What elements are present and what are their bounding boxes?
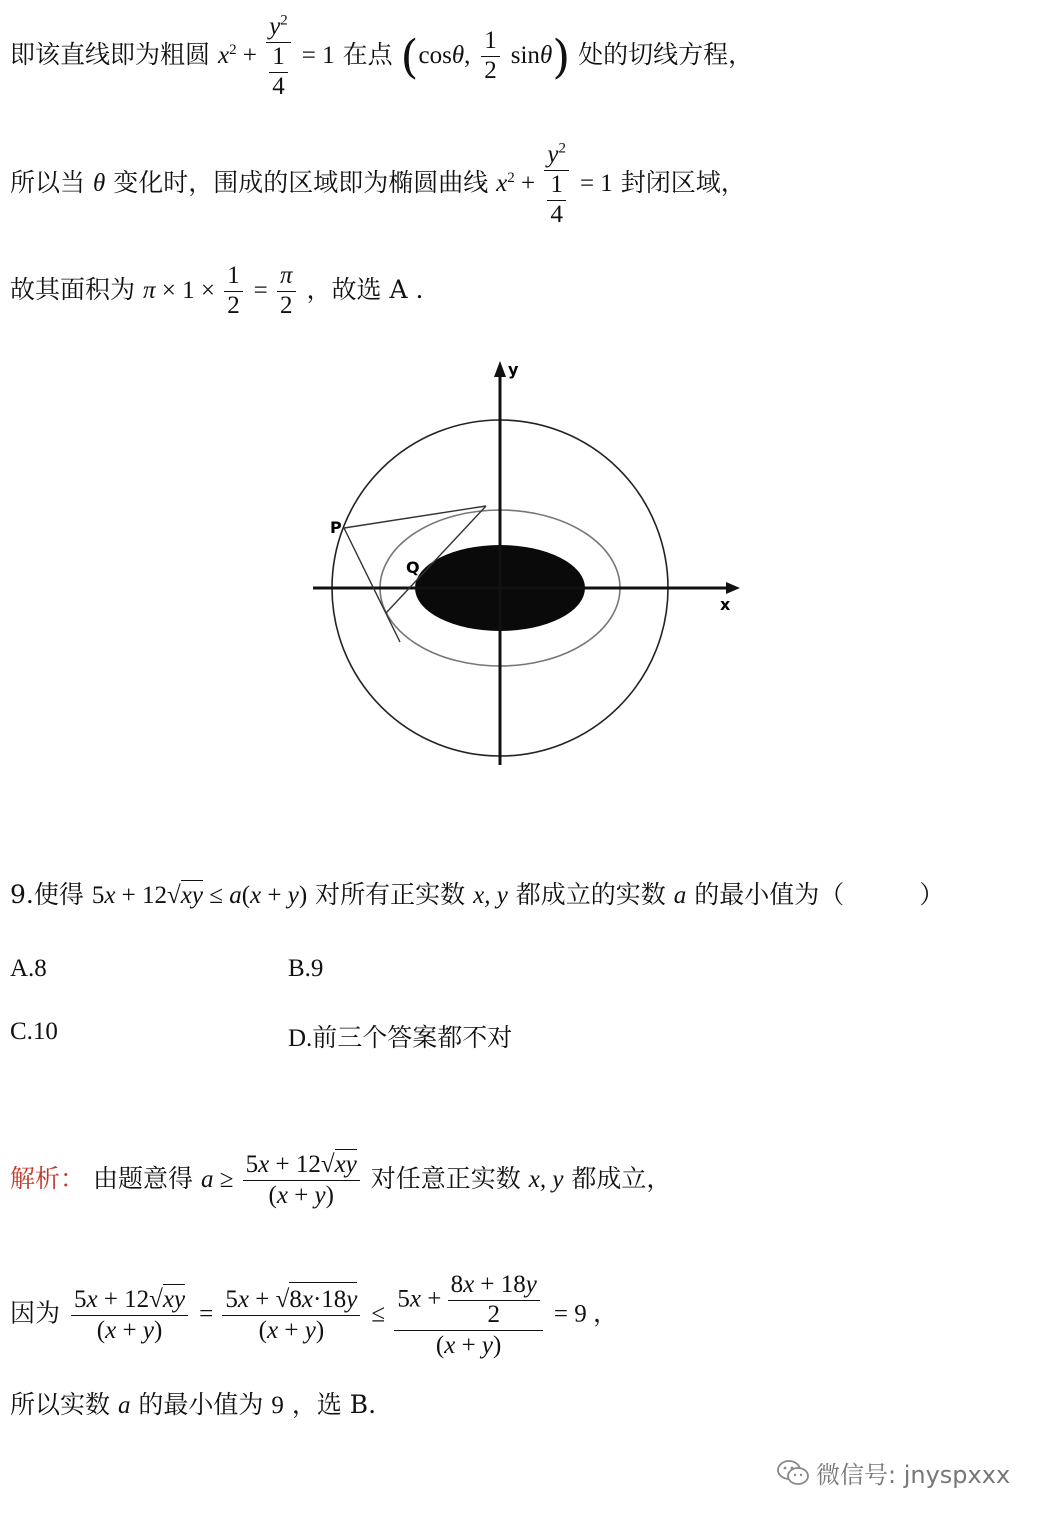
conclusion-text-a: 所以实数 (10, 1390, 111, 1419)
solution-label: 解析： (10, 1163, 86, 1193)
para2-line: 所以当 θ 变化时，围成的区域即为椭圆曲线 $x^2$ + $\frac{y^2}{\frac{1}{4}}$ = 1 封闭区域， (10, 140, 746, 228)
y2-over-quarter: $\frac{y^2}{\frac{1}{4}}$ (266, 12, 291, 101)
theta: θ (92, 170, 106, 198)
para2-text-b: 变化时，围成的区域即为椭圆曲线 (113, 168, 489, 198)
label-p: P (330, 518, 342, 537)
tangent-line-2 (344, 528, 400, 642)
wechat-icon (776, 1458, 810, 1488)
solution-text-a: 由题意得 (92, 1163, 193, 1193)
y-arrow (494, 361, 506, 377)
because-end: = 9 ， (553, 1300, 618, 1328)
tangent-line-1 (344, 506, 486, 528)
para3-text-b: ，故选 A . (306, 274, 424, 304)
ellipse-figure (300, 355, 760, 775)
para3-line: 故其面积为 π × 1 × $\frac{1}{2}$ = $\frac{\pi}{2}$ ，故选 A . (10, 262, 424, 319)
conclusion-text-b: 的最小值为 (138, 1390, 264, 1419)
q9-text-d: 的最小值为（ ） (694, 880, 945, 909)
para1-text-a: 即该直线即为粗圆 (10, 40, 211, 70)
conclusion-text-c: ，选 B. (291, 1390, 377, 1419)
para2-text-c: 封闭区域， (620, 168, 746, 198)
label-y: y (508, 360, 519, 379)
label-q: Q (406, 558, 420, 577)
q9-line: 9.使得 5x + 12√xy ≤ a(x + y) 对所有正实数 x, y 都成立的实数 a 的最小值为（ ） (10, 880, 945, 909)
x-arrow (726, 582, 740, 594)
q9-a: a (673, 882, 687, 909)
option-a: A.8 (10, 955, 47, 982)
q9-text-c: 都成立的实数 (515, 880, 666, 909)
solution-text-b: 对任意正实数 (370, 1163, 521, 1193)
option-c: C.10 (10, 1018, 58, 1045)
q9-prefix: 9.使得 (10, 880, 84, 909)
q9-text-b: 对所有正实数 (315, 880, 466, 909)
q9-vars: x, y (473, 882, 508, 909)
solution-line: 解析： 由题意得 a ≥ $\frac{5x + 12√xy}{(x + y)}$ 对任意正实数 x, y 都成立， (10, 1151, 672, 1209)
label-x: x (720, 595, 731, 614)
conclusion-nine: 9 (271, 1392, 284, 1419)
para2-text-a: 所以当 (10, 168, 86, 198)
watermark-text: 微信号: jnyspxxx (816, 1461, 1011, 1489)
conclusion-line: 所以实数 a 的最小值为 9 ，选 B. (10, 1390, 377, 1419)
option-d: D.前三个答案都不对 (288, 1025, 513, 1052)
para3-text-a: 故其面积为 (10, 274, 136, 304)
para1-text-c: 处的切线方程， (578, 40, 754, 70)
solution-text-c: 都成立， (571, 1163, 672, 1193)
because-line: 因为 $\frac{5x + 12√xy}{(x + y)}$ = $\frac{5x + √8x\cdot 18y}{(x + y)}$ ≤ 5x + $\frac{8x + 18y}{2}$ (x + y) = 9 ， (10, 1271, 618, 1359)
option-b: B.9 (288, 955, 324, 982)
watermark (776, 1455, 1010, 1490)
para1-text-b: 在点 (342, 40, 393, 70)
because-label: 因为 (10, 1298, 61, 1328)
para1-line: 即该直线即为粗圆 $x^2$ + $\frac{y^2}{\frac{1}{4}}$ = 1 在点 (cosθ, $\frac{1}{2}$ sinθ) 处的切线方程， (10, 12, 754, 100)
